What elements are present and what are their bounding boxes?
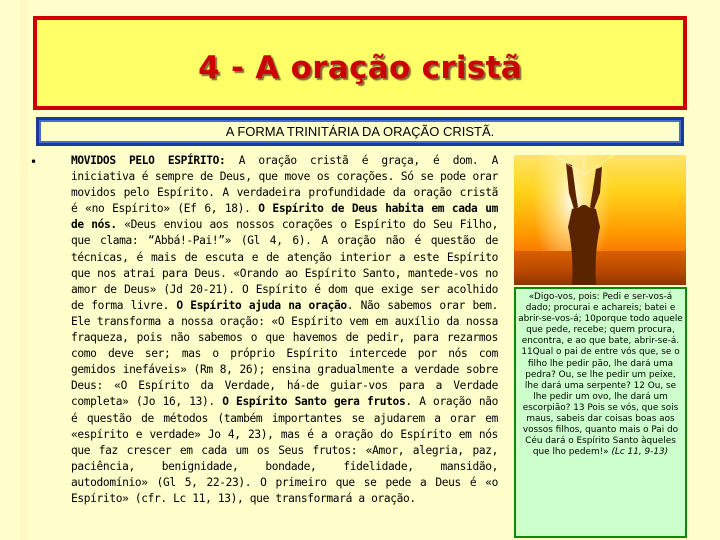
quote-text: «Digo-vos, pois: Pedi e ser-vos-á dado; procurai e achareis; batei e abrir-se-vos-á; 10porque todo aquele que pede, recebe; quem procura, encontra, e ao que bate, abrir-se-á. 11Qual o pai de entre vós que, se o filho lhe pedir pão, lhe dará uma pedra? Ou, se lhe pedir um peixe, lhe dará uma serpente? 12 Ou, se lhe pedir um ovo, lhe dará um escorpião? 13 Pois se vós, que sois maus, sabeis dar coisas boas aos vossos filhos, quanto mais o Pai do Céu dará o Espírito Santo àqueles que lho pedem!» xyxy=(518,292,683,458)
title-banner xyxy=(33,16,687,110)
body-text-segment: A oração cristã é graça, é dom. A iniciativa é sempre de Deus, que move os corações. Só se pode orar movidos pelo Espírito. A verdadeira profundidade da oração cristã é «no Espírito» (Ef 6, 18). xyxy=(71,154,499,216)
body-bold-segment: O Espírito ajuda na oração xyxy=(176,298,347,312)
slide-title: 4 - A oração cristã xyxy=(198,50,522,86)
bullet-icon: • xyxy=(30,155,38,169)
body-text-segment: . A oração não é questão de métodos (também importantes se ajudarem a orar em «espírito e verdade» Jo 4, 23), mas é a oração do Espírito em nós que faz crescer em cada um os Seus frutos: «Amor, alegria, paz, paciência, benignidade, bondade, fidelidade, mansidão, autodomínio» (Gl 5, 22-23). O primeiro que se pede a Deus é «o Espírito» (cfr. Lc 11, 13), que transformará a oração. xyxy=(71,395,498,505)
body-paragraph xyxy=(71,153,498,507)
figure-silhouette-icon xyxy=(514,155,686,285)
body-text-segment: . Não sabemos orar bem. Ele transforma a nossa oração: «O Espírito vem em auxílio da nossa fraqueza, pois não sabemos o que havemos de pedir, para rezarmos como deve ser; mas o próprio Espírito intercede por nós com gemidos inefáveis» (Rm 8, 26); ensina gradualmente a verdade sobre Deus: «O Espírito da Verdade, há-de guiar-vos para a Verdade completa» (Jo 16, 13). xyxy=(71,298,498,409)
subtitle-banner xyxy=(36,117,684,146)
quote-reference: (Lc 11, 9-13) xyxy=(611,447,669,458)
scripture-quote-box xyxy=(514,287,687,538)
slide-subtitle: A FORMA TRINITÁRIA DA ORAÇÃO CRISTÃ. xyxy=(225,124,495,139)
body-bold-segment: O Espírito Santo gera frutos xyxy=(222,395,406,409)
body-bold-segment: MOVIDOS PELO ESPÍRITO: xyxy=(71,154,226,167)
praying-figure-image xyxy=(514,155,686,285)
body-text-segment: «Deus enviou aos nossos corações o Espírito do Seu Filho, que clama: “Abbá!-Pai!”» (Gl 4, 6). A oração não é questão de técnicas, é mais de escuta e de atenção interior a este Espírito que nos atrai para Deus. «Orando ao Espírito Santo, mantede-vos no amor de Deus» (Jd 20-21). O Espírito é dom que exige ser acolhido de forma livre. xyxy=(71,218,499,312)
body-bold-segment: O Espírito de Deus habita em cada um de nós. xyxy=(71,202,498,232)
